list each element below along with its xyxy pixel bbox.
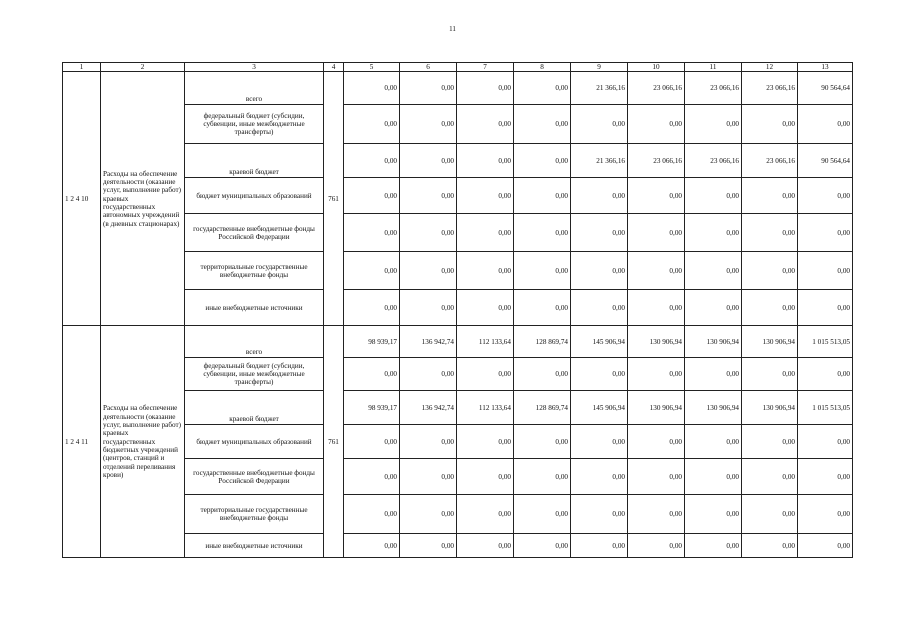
amount-cell: 0,00: [514, 534, 571, 558]
amount-cell: 0,00: [457, 534, 514, 558]
amount-cell: 0,00: [344, 290, 400, 326]
column-header: 4: [324, 63, 344, 72]
amount-cell: 0,00: [571, 105, 628, 144]
funding-source: территориальные государственные внебюджетные фонды: [185, 495, 324, 534]
amount-cell: 0,00: [798, 459, 853, 495]
amount-cell: 0,00: [571, 358, 628, 391]
amount-cell: 0,00: [344, 105, 400, 144]
amount-cell: 0,00: [344, 459, 400, 495]
amount-cell: 145 906,94: [571, 391, 628, 425]
amount-cell: 0,00: [685, 105, 742, 144]
column-header: 2: [101, 63, 185, 72]
column-header: 7: [457, 63, 514, 72]
amount-cell: 0,00: [400, 534, 457, 558]
amount-cell: 0,00: [514, 495, 571, 534]
amount-cell: 0,00: [628, 358, 685, 391]
amount-cell: 0,00: [514, 214, 571, 252]
amount-cell: 0,00: [571, 425, 628, 459]
amount-cell: 23 066,16: [742, 144, 798, 178]
funding-source: краевой бюджет: [185, 144, 324, 178]
amount-cell: 130 906,94: [628, 326, 685, 358]
amount-cell: 90 564,64: [798, 72, 853, 105]
funding-source: бюджет муниципальных образований: [185, 425, 324, 459]
amount-cell: 0,00: [400, 358, 457, 391]
amount-cell: 0,00: [571, 214, 628, 252]
amount-cell: 0,00: [514, 178, 571, 214]
amount-cell: 0,00: [514, 72, 571, 105]
funding-source: бюджет муниципальных образований: [185, 178, 324, 214]
amount-cell: 0,00: [457, 252, 514, 290]
amount-cell: 98 939,17: [344, 326, 400, 358]
amount-cell: 128 869,74: [514, 326, 571, 358]
amount-cell: 0,00: [798, 178, 853, 214]
page-number: 11: [449, 25, 456, 33]
amount-cell: 1 015 513,05: [798, 391, 853, 425]
column-header: 12: [742, 63, 798, 72]
amount-cell: 0,00: [798, 534, 853, 558]
amount-cell: 130 906,94: [742, 391, 798, 425]
measure-code: 1 2 4 11: [63, 326, 101, 558]
amount-cell: 130 906,94: [628, 391, 685, 425]
amount-cell: 0,00: [457, 425, 514, 459]
amount-cell: 0,00: [457, 72, 514, 105]
amount-cell: 23 066,16: [742, 72, 798, 105]
amount-cell: 0,00: [628, 495, 685, 534]
amount-cell: 0,00: [571, 495, 628, 534]
amount-cell: 0,00: [742, 534, 798, 558]
amount-cell: 0,00: [628, 290, 685, 326]
amount-cell: 0,00: [514, 425, 571, 459]
column-header: 10: [628, 63, 685, 72]
amount-cell: 0,00: [514, 290, 571, 326]
amount-cell: 0,00: [344, 495, 400, 534]
amount-cell: 0,00: [571, 290, 628, 326]
amount-cell: 136 942,74: [400, 326, 457, 358]
amount-cell: 0,00: [742, 495, 798, 534]
amount-cell: 128 869,74: [514, 391, 571, 425]
amount-cell: 0,00: [457, 178, 514, 214]
amount-cell: 0,00: [628, 178, 685, 214]
amount-cell: 0,00: [400, 105, 457, 144]
amount-cell: 0,00: [685, 178, 742, 214]
amount-cell: 0,00: [457, 214, 514, 252]
funding-source: территориальные государственные внебюджетные фонды: [185, 252, 324, 290]
amount-cell: 0,00: [457, 459, 514, 495]
funding-source: государственные внебюджетные фонды Российской Федерации: [185, 214, 324, 252]
amount-cell: 0,00: [457, 105, 514, 144]
amount-cell: 0,00: [457, 495, 514, 534]
amount-cell: 0,00: [571, 534, 628, 558]
amount-cell: 0,00: [628, 425, 685, 459]
amount-cell: 0,00: [400, 495, 457, 534]
amount-cell: 0,00: [514, 105, 571, 144]
budget-table: [62, 62, 853, 558]
amount-cell: 0,00: [742, 459, 798, 495]
amount-cell: 0,00: [514, 252, 571, 290]
amount-cell: 0,00: [400, 425, 457, 459]
column-header: 13: [798, 63, 853, 72]
amount-cell: 112 133,64: [457, 326, 514, 358]
measure-name: Расходы на обеспечение деятельности (оказание услуг, выполнение работ) краевых государственных автономных учреждений (в дневных стационарах): [101, 72, 185, 326]
amount-cell: 21 366,16: [571, 72, 628, 105]
amount-cell: 0,00: [798, 105, 853, 144]
funding-source: иные внебюджетные источники: [185, 290, 324, 326]
amount-cell: 0,00: [742, 290, 798, 326]
amount-cell: 0,00: [400, 178, 457, 214]
column-number-row: [63, 63, 853, 72]
amount-cell: 0,00: [514, 459, 571, 495]
amount-cell: 0,00: [742, 214, 798, 252]
amount-cell: 0,00: [457, 358, 514, 391]
amount-cell: 0,00: [798, 358, 853, 391]
amount-cell: 0,00: [685, 495, 742, 534]
amount-cell: 0,00: [628, 105, 685, 144]
column-header: 1: [63, 63, 101, 72]
amount-cell: 0,00: [628, 214, 685, 252]
column-header: 3: [185, 63, 324, 72]
amount-cell: 0,00: [685, 252, 742, 290]
amount-cell: 0,00: [685, 358, 742, 391]
amount-cell: 0,00: [344, 72, 400, 105]
amount-cell: 0,00: [742, 178, 798, 214]
amount-cell: 90 564,64: [798, 144, 853, 178]
measure-name: Расходы на обеспечение деятельности (оказание услуг, выполнение работ) краевых государственных бюджетных учреждений (центров, станций и отделений переливания крови): [101, 326, 185, 558]
amount-cell: 0,00: [742, 425, 798, 459]
amount-cell: 0,00: [628, 252, 685, 290]
column-header: 8: [514, 63, 571, 72]
amount-cell: 0,00: [685, 290, 742, 326]
amount-cell: 0,00: [798, 214, 853, 252]
column-header: 9: [571, 63, 628, 72]
amount-cell: 0,00: [400, 252, 457, 290]
column-header: 6: [400, 63, 457, 72]
amount-cell: 23 066,16: [685, 72, 742, 105]
amount-cell: 98 939,17: [344, 391, 400, 425]
funding-source: государственные внебюджетные фонды Российской Федерации: [185, 459, 324, 495]
amount-cell: 0,00: [798, 290, 853, 326]
amount-cell: 130 906,94: [742, 326, 798, 358]
amount-cell: 0,00: [344, 214, 400, 252]
amount-cell: 0,00: [742, 358, 798, 391]
amount-cell: 0,00: [798, 425, 853, 459]
amount-cell: 0,00: [457, 144, 514, 178]
table-row: [63, 326, 853, 358]
amount-cell: 0,00: [400, 290, 457, 326]
amount-cell: 145 906,94: [571, 326, 628, 358]
amount-cell: 1 015 513,05: [798, 326, 853, 358]
owner-code: 761: [324, 72, 344, 326]
amount-cell: 23 066,16: [628, 72, 685, 105]
amount-cell: 136 942,74: [400, 391, 457, 425]
amount-cell: 0,00: [344, 425, 400, 459]
amount-cell: 0,00: [628, 459, 685, 495]
amount-cell: 0,00: [457, 290, 514, 326]
amount-cell: 0,00: [344, 144, 400, 178]
amount-cell: 0,00: [400, 72, 457, 105]
amount-cell: 112 133,64: [457, 391, 514, 425]
amount-cell: 0,00: [685, 214, 742, 252]
amount-cell: 0,00: [798, 252, 853, 290]
amount-cell: 0,00: [742, 105, 798, 144]
amount-cell: 0,00: [514, 144, 571, 178]
amount-cell: 0,00: [571, 459, 628, 495]
amount-cell: 0,00: [400, 214, 457, 252]
amount-cell: 23 066,16: [628, 144, 685, 178]
amount-cell: 130 906,94: [685, 391, 742, 425]
amount-cell: 0,00: [571, 252, 628, 290]
amount-cell: 0,00: [685, 425, 742, 459]
column-header: 11: [685, 63, 742, 72]
funding-source: федеральный бюджет (субсидии, субвенции, иные межбюджетные трансферты): [185, 105, 324, 144]
amount-cell: 0,00: [742, 252, 798, 290]
amount-cell: 0,00: [344, 534, 400, 558]
funding-source: краевой бюджет: [185, 391, 324, 425]
funding-source: всего: [185, 72, 324, 105]
amount-cell: 23 066,16: [685, 144, 742, 178]
column-header: 5: [344, 63, 400, 72]
amount-cell: 0,00: [798, 495, 853, 534]
owner-code: 761: [324, 326, 344, 558]
amount-cell: 21 366,16: [571, 144, 628, 178]
funding-source: федеральный бюджет (субсидии, субвенции, иные межбюджетные трансферты): [185, 358, 324, 391]
amount-cell: 0,00: [685, 534, 742, 558]
amount-cell: 0,00: [400, 459, 457, 495]
amount-cell: 0,00: [344, 252, 400, 290]
measure-code: 1 2 4 10: [63, 72, 101, 326]
amount-cell: 0,00: [571, 178, 628, 214]
amount-cell: 130 906,94: [685, 326, 742, 358]
amount-cell: 0,00: [344, 358, 400, 391]
table-row: [63, 72, 853, 105]
amount-cell: 0,00: [344, 178, 400, 214]
amount-cell: 0,00: [628, 534, 685, 558]
funding-source: всего: [185, 326, 324, 358]
funding-source: иные внебюджетные источники: [185, 534, 324, 558]
amount-cell: 0,00: [400, 144, 457, 178]
amount-cell: 0,00: [685, 459, 742, 495]
amount-cell: 0,00: [514, 358, 571, 391]
